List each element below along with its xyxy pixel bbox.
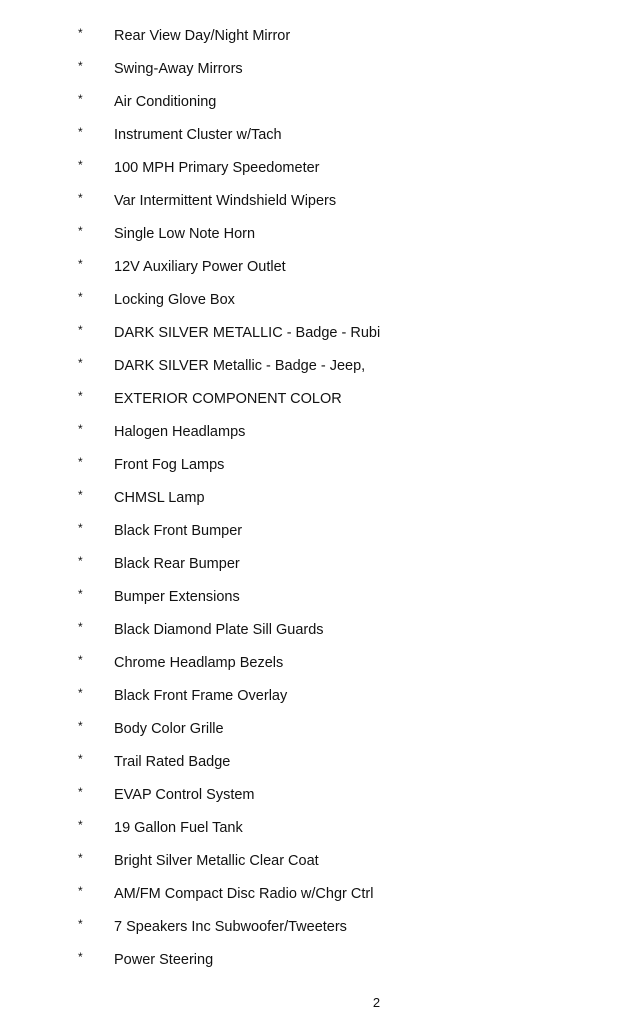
list-item (0, 779, 639, 812)
feature-text: Power Steering (114, 952, 214, 968)
bullet-marker: * (78, 125, 83, 139)
bullet-marker: * (78, 389, 83, 403)
bullet-marker: * (78, 719, 83, 733)
bullet-marker: * (78, 686, 83, 700)
bullet-marker: * (78, 917, 83, 931)
feature-text: EVAP Control System (114, 787, 255, 803)
list-item (0, 86, 639, 119)
list-item (0, 581, 639, 614)
bullet-marker: * (78, 290, 83, 304)
bullet-marker: * (78, 587, 83, 601)
page-number: 2 (372, 995, 381, 1010)
bullet-marker: * (78, 257, 83, 271)
feature-text: Black Rear Bumper (114, 556, 240, 572)
feature-text: Locking Glove Box (114, 292, 235, 308)
feature-text: Front Fog Lamps (114, 457, 225, 473)
bullet-marker: * (78, 884, 83, 898)
feature-text: Body Color Grille (114, 721, 224, 737)
bullet-marker: * (78, 59, 83, 73)
bullet-marker: * (78, 752, 83, 766)
bullet-marker: * (78, 620, 83, 634)
list-item (0, 416, 639, 449)
feature-text: Rear View Day/Night Mirror (114, 28, 291, 44)
feature-text: Chrome Headlamp Bezels (114, 655, 284, 671)
feature-text: Instrument Cluster w/Tach (114, 127, 282, 143)
bullet-marker: * (78, 356, 83, 370)
feature-text: DARK SILVER METALLIC - Badge - Rubi (114, 325, 381, 341)
feature-text: 19 Gallon Fuel Tank (114, 820, 243, 836)
list-item (0, 251, 639, 284)
feature-text: 7 Speakers Inc Subwoofer/Tweeters (114, 919, 347, 935)
list-item (0, 20, 639, 53)
list-item (0, 185, 639, 218)
list-item (0, 152, 639, 185)
list-item (0, 746, 639, 779)
feature-text: EXTERIOR COMPONENT COLOR (114, 391, 342, 407)
bullet-marker: * (78, 26, 83, 40)
feature-text: Bumper Extensions (114, 589, 240, 605)
list-item (0, 911, 639, 944)
bullet-marker: * (78, 191, 83, 205)
list-item (0, 614, 639, 647)
bullet-marker: * (78, 653, 83, 667)
list-item (0, 878, 639, 911)
list-item (0, 515, 639, 548)
list-item (0, 53, 639, 86)
list-item (0, 119, 639, 152)
list-item (0, 383, 639, 416)
bullet-marker: * (78, 158, 83, 172)
bullet-marker: * (78, 224, 83, 238)
list-item (0, 647, 639, 680)
feature-text: AM/FM Compact Disc Radio w/Chgr Ctrl (114, 886, 374, 902)
list-item (0, 482, 639, 515)
list-item (0, 845, 639, 878)
list-item (0, 350, 639, 383)
bullet-marker: * (78, 785, 83, 799)
feature-text: DARK SILVER Metallic - Badge - Jeep, (114, 358, 366, 374)
feature-text: 12V Auxiliary Power Outlet (114, 259, 286, 275)
list-item (0, 713, 639, 746)
list-item (0, 218, 639, 251)
feature-text: Swing-Away Mirrors (114, 61, 243, 77)
list-item (0, 944, 639, 977)
bullet-marker: * (78, 818, 83, 832)
feature-text: Var Intermittent Windshield Wipers (114, 193, 337, 209)
bullet-marker: * (78, 488, 83, 502)
bullet-marker: * (78, 521, 83, 535)
feature-text: Single Low Note Horn (114, 226, 256, 242)
bullet-marker: * (78, 422, 83, 436)
bullet-marker: * (78, 554, 83, 568)
bullet-marker: * (78, 851, 83, 865)
feature-text: Black Front Bumper (114, 523, 243, 539)
list-item (0, 812, 639, 845)
bullet-marker: * (78, 92, 83, 106)
feature-text: Trail Rated Badge (114, 754, 231, 770)
feature-text: Bright Silver Metallic Clear Coat (114, 853, 319, 869)
feature-text: Air Conditioning (114, 94, 217, 110)
list-item (0, 317, 639, 350)
feature-list (0, 20, 639, 977)
list-item (0, 548, 639, 581)
list-item (0, 680, 639, 713)
feature-text: 100 MPH Primary Speedometer (114, 160, 320, 176)
list-item (0, 284, 639, 317)
feature-text: CHMSL Lamp (114, 490, 205, 506)
feature-text: Black Front Frame Overlay (114, 688, 288, 704)
feature-text: Black Diamond Plate Sill Guards (114, 622, 324, 638)
bullet-marker: * (78, 323, 83, 337)
list-item (0, 449, 639, 482)
feature-text: Halogen Headlamps (114, 424, 246, 440)
bullet-marker: * (78, 950, 83, 964)
bullet-marker: * (78, 455, 83, 469)
